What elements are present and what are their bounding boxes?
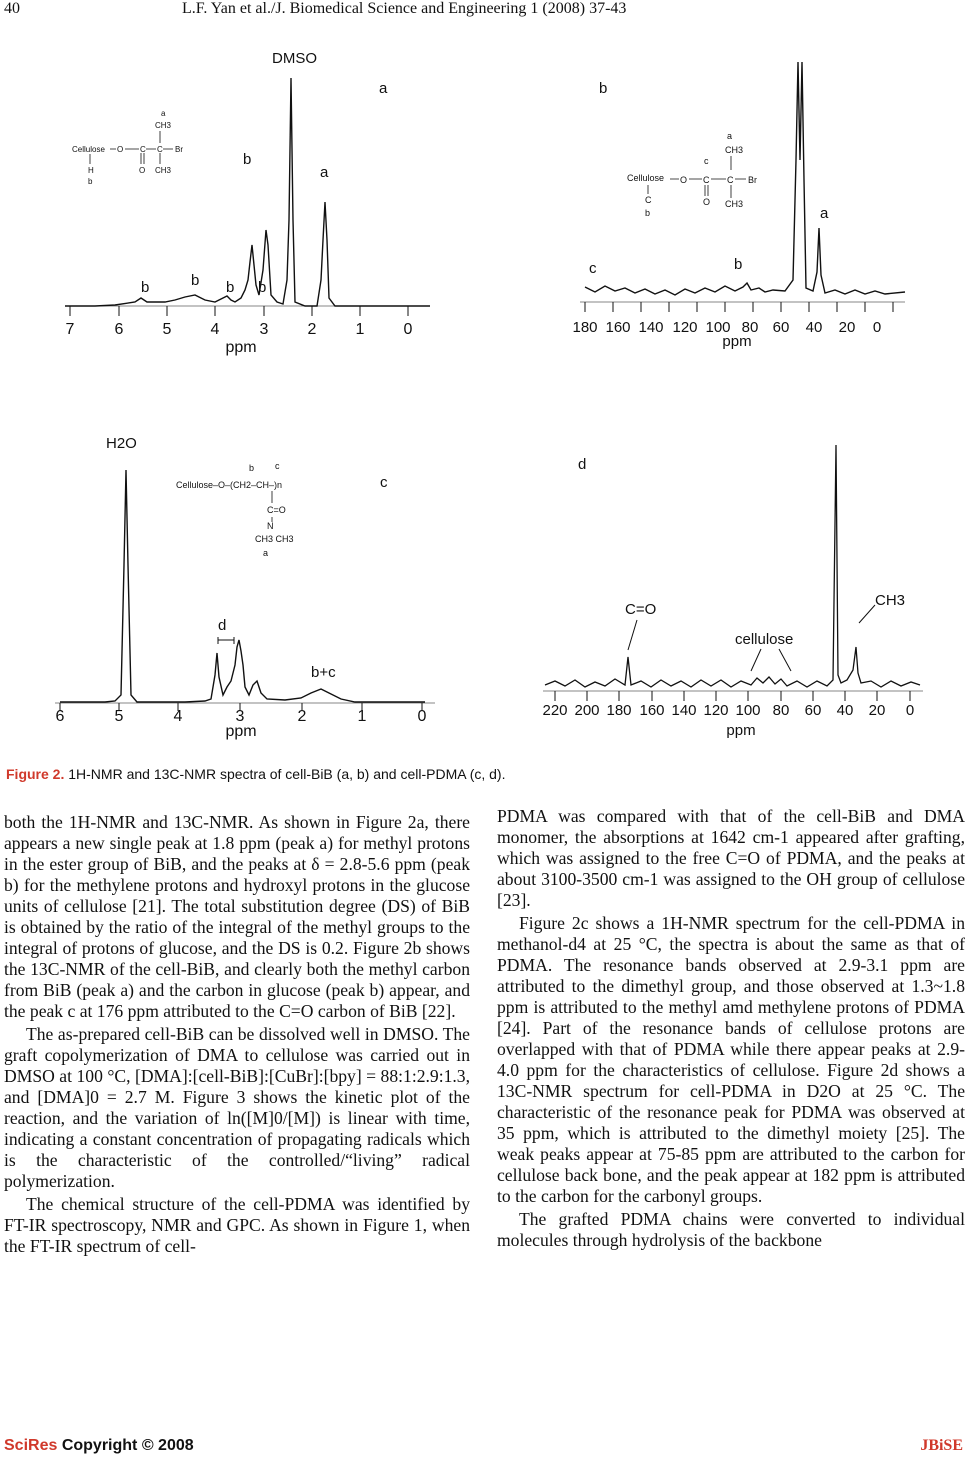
d-bracket — [218, 637, 234, 644]
tick-label: 6 — [55, 708, 65, 725]
tick-label: 2 — [297, 708, 307, 725]
tick-label: 0 — [905, 702, 915, 719]
left-column — [4, 812, 470, 1259]
peak-label-b2: b — [141, 279, 150, 296]
page-number: 40 — [4, 0, 20, 17]
figure-caption — [6, 766, 505, 782]
svg-text:N: N — [267, 521, 274, 531]
peak-label-bc: b+c — [311, 664, 336, 681]
panel-label-d: d — [578, 456, 587, 473]
paragraph: Figure 2c shows a 1H-NMR spectrum for the cell-PDMA in methanol-d4 at 25 °C, the spectra is about the same as that of PDMA. The resonance bands observed at 2.9-3.1 ppm are attributed to the dimethyl group, and those observed at 1.3~1.8 ppm is attributed to the methyl amd methylene protons of PDMA [24]. Part of the resonance bands of cellulose protons are overlapped with that of PDMA while there appear peaks at 2.9-4.0 ppm for the characteristics of cellulose. Figure 2d shows a 13C-NMR spectrum for cell-PDMA in D2O at 25 °C. The characteristic of the resonance peak for PDMA was observed at 35 ppm, which is attributed to the dimethyl moiety [25]. The weak peaks appear at 75-85 ppm are attributed to the carbon for cellulose back bone, and the peak appear at 182 ppm is attributed to the carbon for the carbonyl groups. — [497, 913, 965, 1206]
peak-label-ch3: CH3 — [875, 592, 906, 609]
caption-text: 1H-NMR and 13C-NMR spectra of cell-BiB (a, b) and cell-PDMA (c, d). — [68, 766, 506, 782]
tick-label: 140 — [638, 319, 664, 336]
svg-text:c: c — [275, 461, 280, 471]
svg-text:b: b — [645, 208, 651, 218]
tick-label: 7 — [65, 321, 75, 338]
svg-text:CH3: CH3 — [155, 121, 172, 130]
journal-abbrev: JBiSE — [920, 1437, 963, 1454]
journal-citation: L.F. Yan et al./J. Biomedical Science and Engineering 1 (2008) 37-43 — [182, 0, 627, 17]
spectrum-trace-a — [65, 78, 430, 306]
tick-label: 40 — [805, 319, 823, 336]
tick-label: 0 — [417, 708, 427, 725]
paragraph: The as-prepared cell-BiB can be dissolved well in DMSO. The graft copolymerization of DMA to cellulose was carried out in DMSO at 100 °C, [DMA]:[cell-BiB]:[CuBr]:[bpy] = 88:1:2.9:1.3, and [DMA]0 = 2.7 M. Figure 3 shows the kinetic plot of the reaction, and the variation of ln([M]0/[M]) is linear with time, indicating a constant concentration of propagating radicals which is the characteristic of the controlled/“living” radical polymerization. — [4, 1024, 470, 1191]
tick-label: 3 — [259, 321, 269, 338]
nmr-spectrum-b — [555, 40, 920, 360]
svg-text:CH3: CH3 — [155, 166, 172, 175]
peak-label-b5: b — [258, 279, 267, 296]
figure-panel-b — [555, 40, 920, 360]
svg-text:b: b — [88, 177, 93, 186]
tick-label: 80 — [741, 319, 759, 336]
peak-label-a: a — [820, 205, 829, 222]
svg-text:C: C — [727, 175, 734, 185]
svg-text:H: H — [88, 166, 94, 175]
tick-label: 220 — [542, 702, 568, 719]
figure-panel-d — [535, 425, 930, 745]
tick-label: 4 — [210, 321, 220, 338]
peak-label-dmso: DMSO — [272, 50, 317, 67]
svg-text:O: O — [117, 145, 124, 154]
publisher-brand: SciRes — [4, 1437, 58, 1454]
tick-label: 60 — [804, 702, 822, 719]
figure-panel-c — [45, 425, 445, 745]
spectrum-trace-d — [545, 445, 920, 687]
svg-text:C=O: C=O — [267, 505, 286, 515]
paragraph: both the 1H-NMR and 13C-NMR. As shown in Figure 2a, there appears a new single peak at 1.8 ppm (peak a) for methyl protons in the ester group of BiB, and the peaks at δ = 2.8-5.6 ppm (peak b) for the methylene protons and hydroxyl protons in the glucose units of cellulose [21]. The total substitution degree (DS) of BiB is obtained by the ratio of the integral of the methyl groups to the integral of protons of glucose, and the DS is 0.2. Figure 2b shows the 13C-NMR of the cell-BiB, and clearly both the methyl carbon from BiB (peak a) and the carbon in glucose (peak b) appear, and the peak c at 176 ppm attributed to the C=O carbon of BiB [22]. — [4, 812, 470, 1021]
svg-text:Cellulose: Cellulose — [72, 145, 105, 154]
chemical-structure-c — [176, 461, 294, 558]
spectrum-trace-c — [60, 470, 425, 702]
tick-label: 100 — [735, 702, 761, 719]
peak-label-cellulose: cellulose — [735, 631, 794, 648]
x-axis-label: ppm — [722, 333, 752, 350]
tick-label: 120 — [703, 702, 729, 719]
svg-text:a: a — [161, 109, 166, 118]
peak-label-b1: b — [243, 151, 252, 168]
svg-text:Br: Br — [748, 175, 757, 185]
chemical-structure-b — [627, 131, 757, 218]
svg-text:C: C — [645, 195, 652, 205]
tick-label: 4 — [173, 708, 183, 725]
paragraph: The chemical structure of the cell-PDMA was identified by FT-IR spectroscopy, NMR and GPC. As shown in Figure 1, when the FT-IR spectrum of cell- — [4, 1194, 470, 1256]
tick-label: 160 — [605, 319, 631, 336]
svg-text:CH3: CH3 — [725, 145, 744, 155]
tick-label: 60 — [772, 319, 790, 336]
svg-text:O: O — [680, 175, 688, 185]
tick-label: 160 — [639, 702, 665, 719]
peak-label-a: a — [320, 164, 329, 181]
paragraph: PDMA was compared with that of the cell-BiB and DMA monomer, the absorptions at 1642 cm-1 appeared after grafting, which was assigned to the free C=O of PDMA, and the peaks at about 3100-3500 cm-1 was assigned to the OH group of cellulose [23]. — [497, 806, 965, 910]
tick-label: 0 — [403, 321, 413, 338]
svg-text:O: O — [703, 197, 711, 207]
svg-text:c: c — [704, 156, 709, 166]
x-axis-label: ppm — [225, 723, 257, 740]
tick-label: 0 — [872, 319, 882, 336]
panel-label-c: c — [380, 474, 388, 491]
tick-label: 80 — [772, 702, 790, 719]
svg-text:b: b — [249, 463, 255, 473]
caption-label: Figure 2. — [6, 766, 65, 782]
nmr-spectrum-d — [535, 425, 930, 745]
paragraph: The grafted PDMA chains were converted to individual molecules through hydrolysis of the backbone — [497, 1209, 965, 1250]
tick-label: 5 — [162, 321, 172, 338]
tick-label: 40 — [836, 702, 854, 719]
svg-text:a: a — [727, 131, 733, 141]
tick-label: 5 — [114, 708, 124, 725]
copyright-text: Copyright © 2008 — [61, 1437, 194, 1454]
panel-label-a: a — [379, 80, 388, 97]
right-column — [497, 806, 965, 1253]
svg-text:C: C — [157, 145, 163, 154]
svg-text:O: O — [139, 166, 146, 175]
tick-label: 120 — [672, 319, 698, 336]
tick-label: 1 — [357, 708, 367, 725]
tick-label: 180 — [606, 702, 632, 719]
svg-text:Cellulose–O–(CH2–CH–)n: Cellulose–O–(CH2–CH–)n — [176, 480, 283, 490]
svg-text:CH3: CH3 — [725, 199, 744, 209]
svg-text:a: a — [263, 548, 269, 558]
nmr-spectrum-c — [45, 425, 445, 745]
figure-panel-a — [55, 40, 430, 360]
svg-text:Br: Br — [175, 145, 183, 154]
peak-label-c: c — [589, 260, 597, 277]
x-axis-label: ppm — [225, 339, 257, 356]
tick-label: 3 — [235, 708, 245, 725]
chemical-structure-a — [72, 109, 183, 186]
tick-label: 180 — [572, 319, 598, 336]
svg-text:CH3 CH3: CH3 CH3 — [255, 534, 294, 544]
tick-label: 1 — [355, 321, 365, 338]
page-footer — [0, 1437, 969, 1459]
svg-text:Cellulose: Cellulose — [627, 173, 665, 183]
tick-label: 2 — [307, 321, 317, 338]
panel-label-b: b — [599, 80, 608, 97]
peak-label-d: d — [218, 617, 227, 634]
tick-label: 20 — [868, 702, 886, 719]
peak-label-b: b — [734, 256, 743, 273]
tick-label: 140 — [671, 702, 697, 719]
tick-label: 6 — [114, 321, 124, 338]
x-axis-label: ppm — [726, 722, 756, 739]
tick-label: 20 — [838, 319, 856, 336]
running-header — [0, 0, 969, 24]
tick-label: 100 — [705, 319, 731, 336]
peak-label-h2o: H2O — [106, 435, 137, 452]
peak-label-b3: b — [191, 272, 200, 289]
peak-label-b4: b — [226, 279, 235, 296]
peak-label-co: C=O — [625, 601, 657, 618]
nmr-spectrum-a — [55, 40, 430, 360]
svg-text:C: C — [140, 145, 146, 154]
svg-text:C: C — [703, 175, 710, 185]
tick-label: 200 — [574, 702, 600, 719]
